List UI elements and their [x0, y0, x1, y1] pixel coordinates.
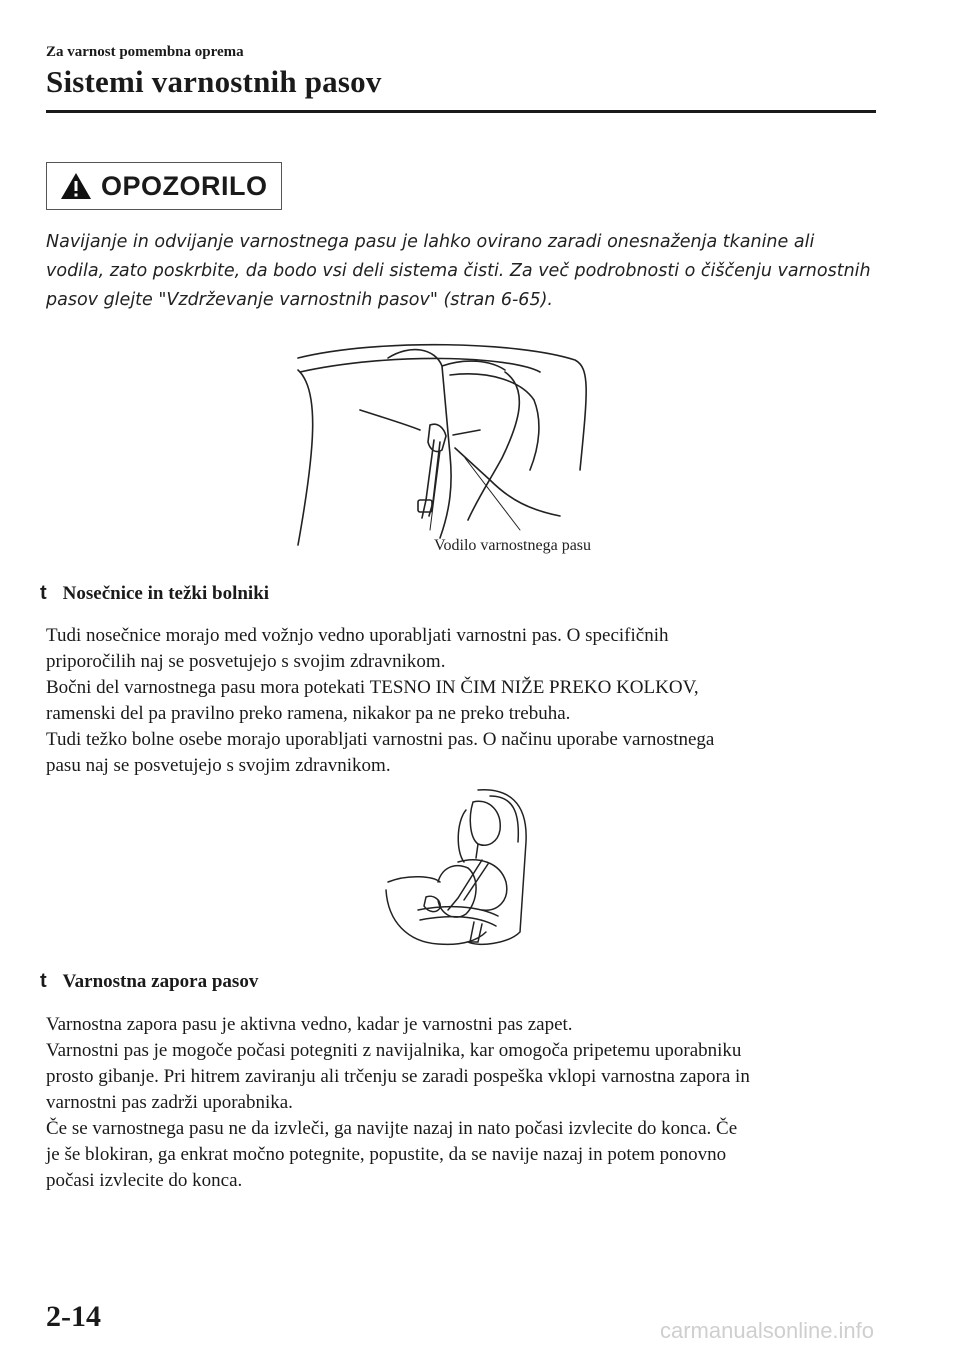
body-line: pasu naj se posvetujejo s svojim zdravnikom.	[46, 755, 391, 776]
warning-box	[46, 162, 282, 210]
warning-triangle-icon	[59, 171, 93, 201]
warning-label: OPOZORILO	[101, 170, 268, 201]
section-body-lock	[46, 1012, 886, 1194]
pregnant-woman-seatbelt-illustration	[378, 782, 548, 952]
body-line: počasi izvlecite do konca.	[46, 1170, 243, 1191]
section-heading-pregnant	[40, 582, 269, 605]
body-line: varnostni pas zadrži uporabnika.	[46, 1092, 293, 1113]
watermark: carmanualsonline.info	[660, 1318, 875, 1343]
figure-caption: Vodilo varnostnega pasu	[434, 537, 592, 554]
warning-text: Navijanje in odvijanje varnostnega pasu je lahko ovirano zaradi onesnaženja tkanine ali vodila, zato poskrbite, da bodo vsi deli sistema čisti. Za več podrobnosti o čiščenju varnostnih pasov glejte "Vzdrževanje varnostnih pasov" (stran 6-65).	[46, 232, 871, 310]
seatbelt-guide-illustration	[290, 330, 630, 560]
body-line: ramenski del pa pravilno preko ramena, nikakor pa ne preko trebuha.	[46, 703, 571, 724]
body-line: Tudi težko bolne osebe morajo uporabljati varnostni pas. O načinu uporabe varnostnega	[46, 729, 715, 750]
title-rule	[46, 110, 876, 113]
body-line: Tudi nosečnice morajo med vožnjo vedno uporabljati varnostni pas. O specifičnih	[46, 625, 669, 646]
section-heading-text: Varnostna zapora pasov	[62, 971, 259, 992]
body-line: Če se varnostnega pasu ne da izvleči, ga navijte nazaj in nato počasi izvlecite do konca. Če	[46, 1118, 738, 1139]
body-line: Varnostni pas je mogoče počasi potegniti z navijalnika, kar omogoča pripetemu uporabniku	[46, 1040, 742, 1061]
page-title: Sistemi varnostnih pasov	[46, 64, 382, 99]
body-line: Varnostna zapora pasu je aktivna vedno, kadar je varnostni pas zapet.	[46, 1014, 573, 1035]
section-body-pregnant	[46, 623, 886, 779]
body-line: je še blokiran, ga enkrat močno potegnite, popustite, da se navije nazaj in potem ponovno	[46, 1144, 727, 1165]
section-label: Za varnost pomembna oprema	[46, 44, 244, 60]
bullet-glyph: t	[40, 582, 47, 604]
section-heading-text: Nosečnice in težki bolniki	[62, 583, 270, 604]
page-number: 2-14	[46, 1300, 101, 1333]
body-line: priporočilih naj se posvetujejo s svojim zdravnikom.	[46, 651, 446, 672]
body-line: Bočni del varnostnega pasu mora potekati TESNO IN ČIM NIŽE PREKO KOLKOV,	[46, 677, 699, 698]
section-heading-lock	[40, 970, 258, 993]
bullet-glyph: t	[40, 970, 47, 992]
body-line: prosto gibanje. Pri hitrem zaviranju ali trčenju se zaradi pospeška vklopi varnostna zapora in	[46, 1066, 750, 1087]
